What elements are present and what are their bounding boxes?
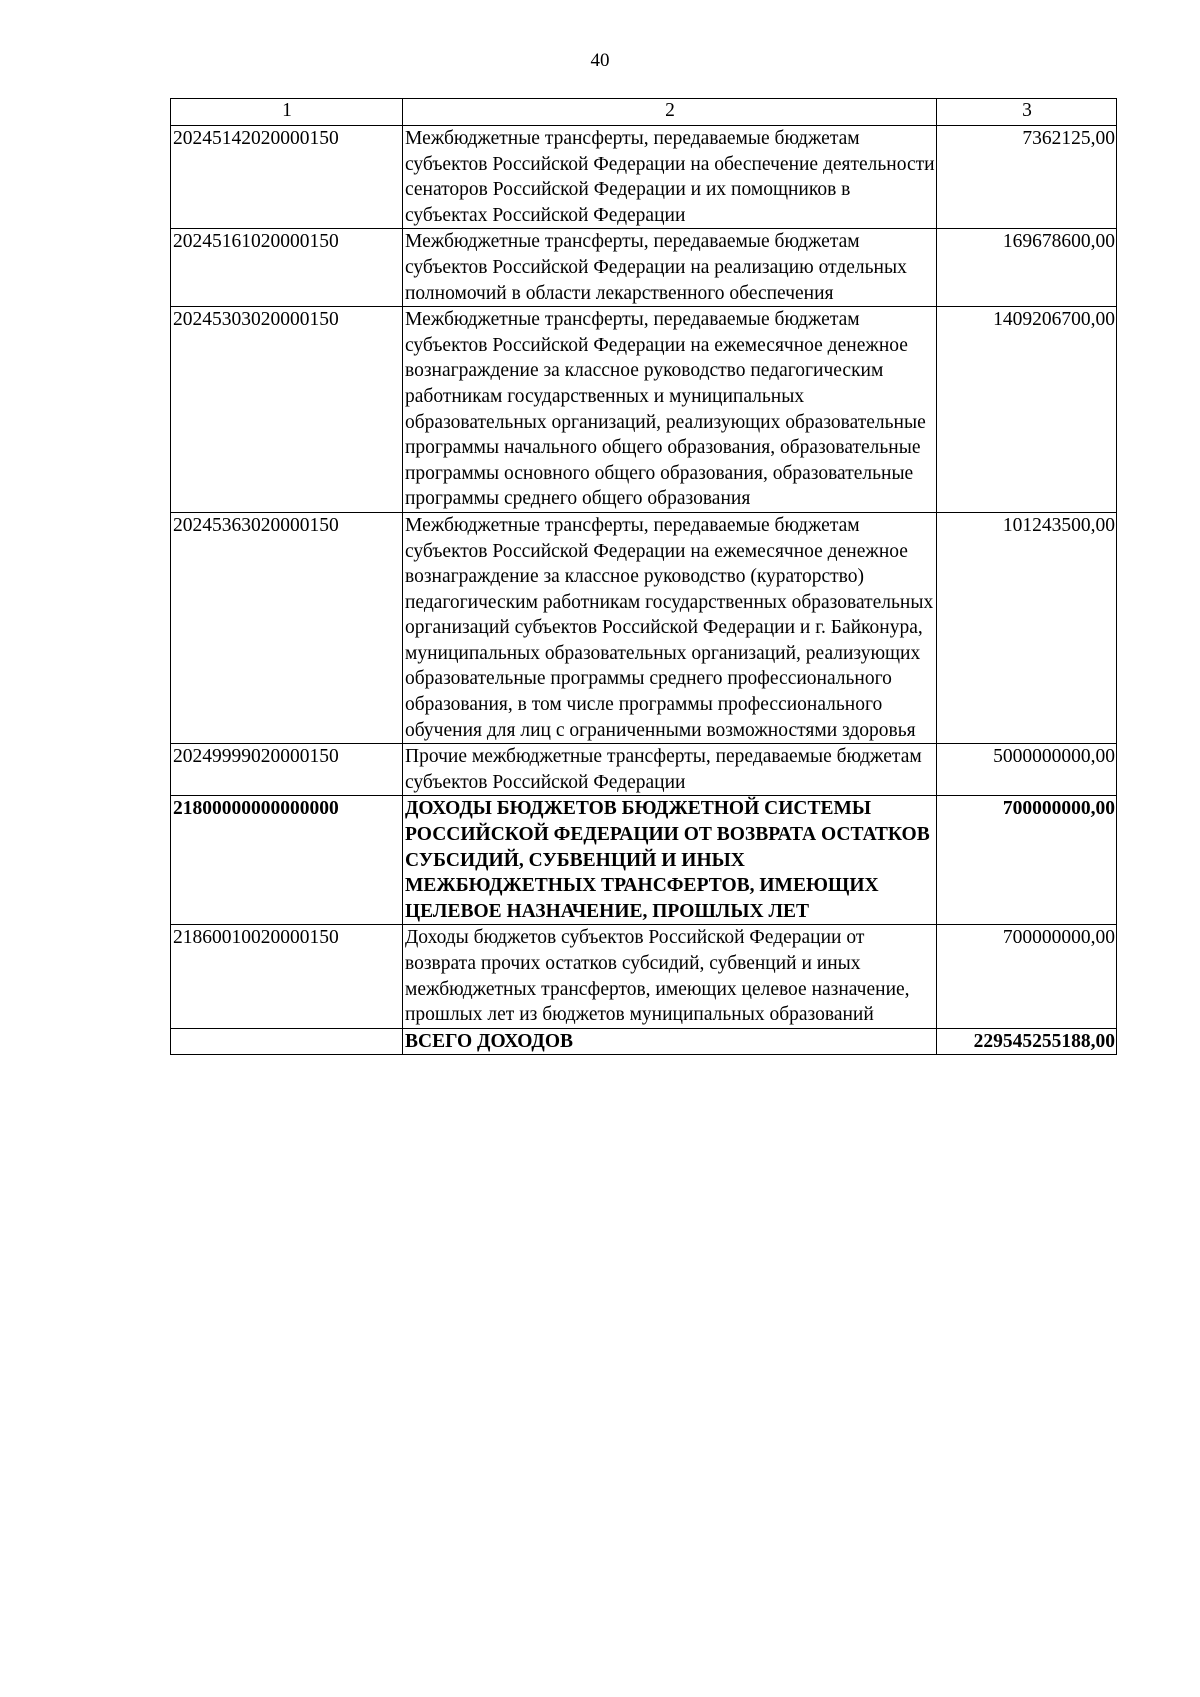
table-row <box>171 925 1117 1028</box>
row-code: 21800000000000000 <box>171 796 403 925</box>
column-header-code: 1 <box>171 99 403 126</box>
revenue-table <box>170 98 1117 1055</box>
column-header-description: 2 <box>403 99 937 126</box>
row-amount: 169678600,00 <box>937 229 1117 307</box>
row-code: 20249999020000150 <box>171 744 403 796</box>
column-header-amount: 3 <box>937 99 1117 126</box>
table-row <box>171 307 1117 513</box>
table-row-total <box>171 1028 1117 1055</box>
row-code <box>171 1028 403 1055</box>
table-row <box>171 126 1117 229</box>
row-description: ДОХОДЫ БЮДЖЕТОВ БЮДЖЕТНОЙ СИСТЕМЫ РОССИЙСКОЙ ФЕДЕРАЦИИ ОТ ВОЗВРАТА ОСТАТКОВ СУБСИДИЙ, СУБВЕНЦИЙ И ИНЫХ МЕЖБЮДЖЕТНЫХ ТРАНСФЕРТОВ, ИМЕЮЩИХ ЦЕЛЕВОЕ НАЗНАЧЕНИЕ, ПРОШЛЫХ ЛЕТ <box>403 796 937 925</box>
total-amount: 229545255188,00 <box>937 1028 1117 1055</box>
row-description: Прочие межбюджетные трансферты, передаваемые бюджетам субъектов Российской Федерации <box>403 744 937 796</box>
row-amount: 700000000,00 <box>937 796 1117 925</box>
row-code: 20245363020000150 <box>171 512 403 743</box>
row-amount: 700000000,00 <box>937 925 1117 1028</box>
table-row <box>171 512 1117 743</box>
table-row <box>171 229 1117 307</box>
row-code: 21860010020000150 <box>171 925 403 1028</box>
row-code: 20245161020000150 <box>171 229 403 307</box>
row-description: Межбюджетные трансферты, передаваемые бюджетам субъектов Российской Федерации на ежемесячное денежное вознаграждение за классное руководство педагогическим работникам государственных и муниципальных образовательных организаций, реализующих образовательные программы начального общего образования, образовательные программы основного общего образования, образовательные программы среднего общего образования <box>403 307 937 513</box>
page-number: 40 <box>590 50 610 71</box>
row-code: 20245303020000150 <box>171 307 403 513</box>
row-amount: 7362125,00 <box>937 126 1117 229</box>
row-amount: 5000000000,00 <box>937 744 1117 796</box>
row-code: 20245142020000150 <box>171 126 403 229</box>
row-description: Межбюджетные трансферты, передаваемые бюджетам субъектов Российской Федерации на обеспечение деятельности сенаторов Российской Федерации и их помощников в субъектах Российской Федерации <box>403 126 937 229</box>
row-amount: 101243500,00 <box>937 512 1117 743</box>
row-description: Межбюджетные трансферты, передаваемые бюджетам субъектов Российской Федерации на реализацию отдельных полномочий в области лекарственного обеспечения <box>403 229 937 307</box>
table-row <box>171 744 1117 796</box>
total-label: ВСЕГО ДОХОДОВ <box>403 1028 937 1055</box>
table-header-row <box>171 99 1117 126</box>
table-row-section <box>171 796 1117 925</box>
row-description: Доходы бюджетов субъектов Российской Федерации от возврата прочих остатков субсидий, субвенций и иных межбюджетных трансфертов, имеющих целевое назначение, прошлых лет из бюджетов муниципальных образований <box>403 925 937 1028</box>
row-description: Межбюджетные трансферты, передаваемые бюджетам субъектов Российской Федерации на ежемесячное денежное вознаграждение за классное руководство (кураторство) педагогическим работникам государственных образовательных организаций субъектов Российской Федерации и г. Байконура, муниципальных образовательных организаций, реализующих образовательные программы среднего профессионального образования, в том числе программы профессионального обучения для лиц с ограниченными возможностями здоровья <box>403 512 937 743</box>
row-amount: 1409206700,00 <box>937 307 1117 513</box>
